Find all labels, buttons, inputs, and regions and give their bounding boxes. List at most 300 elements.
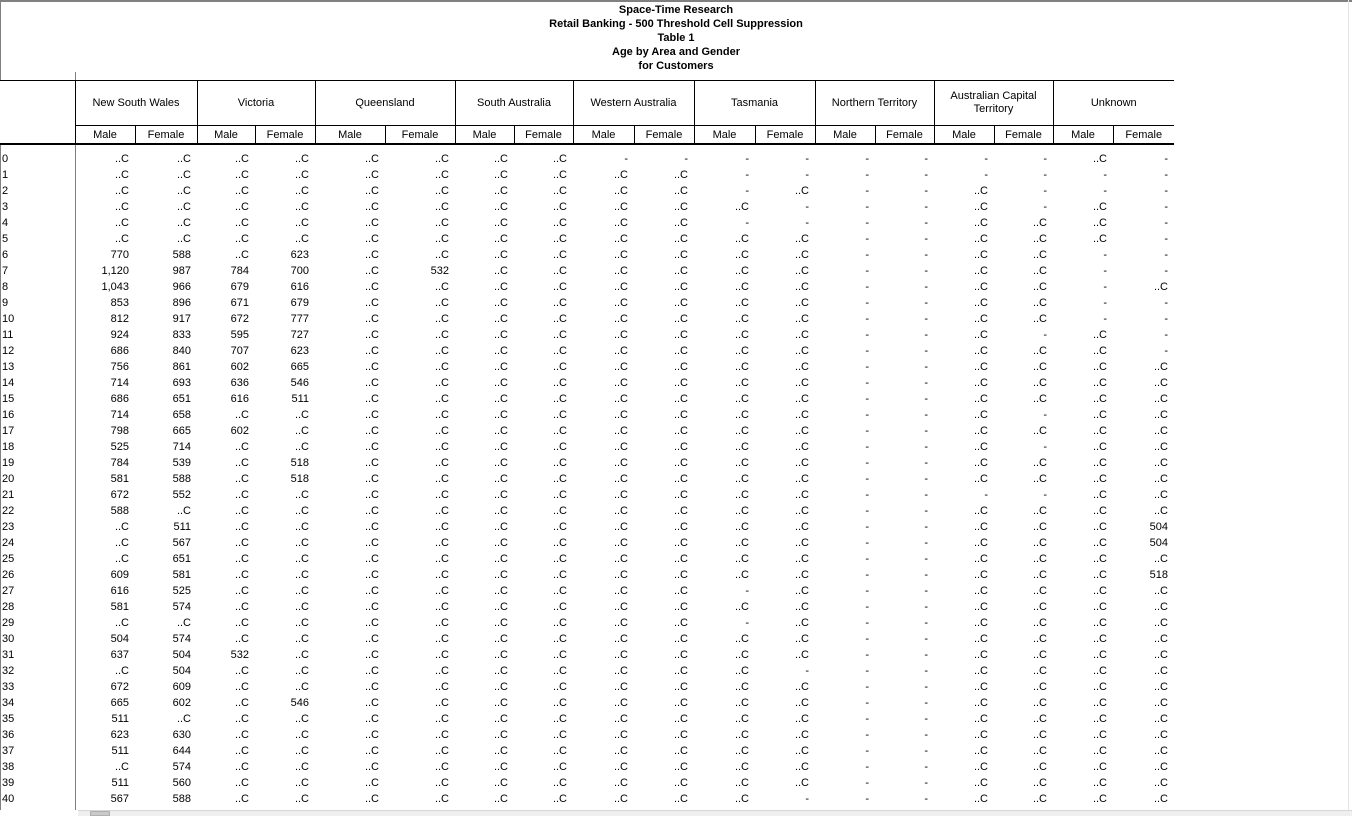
table-cell: ..C bbox=[794, 361, 809, 373]
table-cell: ..C bbox=[673, 281, 688, 293]
table-cell: ..C bbox=[1032, 569, 1047, 581]
table-row bbox=[0, 151, 1174, 167]
table-cell: ..C bbox=[234, 521, 249, 533]
table-cell: ..C bbox=[613, 457, 628, 469]
table-cell: ..C bbox=[973, 649, 988, 661]
row-label: 17 bbox=[2, 425, 15, 437]
table-cell: - bbox=[865, 377, 869, 389]
table-cell: - bbox=[1164, 217, 1168, 229]
table-cell: ..C bbox=[552, 665, 567, 677]
area-header-victoria: Victoria bbox=[197, 81, 315, 126]
table-cell: ..C bbox=[794, 601, 809, 613]
table-cell: ..C bbox=[234, 793, 249, 805]
table-row bbox=[0, 391, 1174, 407]
table-cell: ..C bbox=[1092, 697, 1107, 709]
table-cell: ..C bbox=[364, 457, 379, 469]
table-cell: 552 bbox=[172, 489, 191, 501]
table-cell: - bbox=[624, 153, 628, 165]
table-cell: - bbox=[805, 169, 809, 181]
table-cell: ..C bbox=[734, 345, 749, 357]
table-row bbox=[0, 599, 1174, 615]
table-cell: ..C bbox=[1092, 793, 1107, 805]
table-cell: ..C bbox=[973, 393, 988, 405]
table-cell: ..C bbox=[234, 185, 249, 197]
table-cell: ..C bbox=[434, 745, 449, 757]
table-cell: ..C bbox=[1153, 681, 1168, 693]
table-cell: ..C bbox=[364, 665, 379, 677]
table-cell: ..C bbox=[364, 425, 379, 437]
female-header-new-south-wales: Female bbox=[135, 126, 197, 145]
table-row bbox=[0, 487, 1174, 503]
area-header-queensland: Queensland bbox=[315, 81, 455, 126]
table-cell: - bbox=[1043, 185, 1047, 197]
male-header-western-australia: Male bbox=[573, 126, 634, 145]
row-label: 7 bbox=[2, 265, 9, 277]
table-cell: ..C bbox=[613, 601, 628, 613]
table-row bbox=[0, 647, 1174, 663]
table-cell: ..C bbox=[364, 473, 379, 485]
table-cell: ..C bbox=[493, 761, 508, 773]
table-cell: ..C bbox=[493, 553, 508, 565]
table-cell: ..C bbox=[973, 249, 988, 261]
table-cell: 581 bbox=[110, 601, 129, 613]
table-cell: ..C bbox=[794, 745, 809, 757]
table-cell: - bbox=[1043, 153, 1047, 165]
table-cell: ..C bbox=[234, 489, 249, 501]
table-cell: ..C bbox=[613, 409, 628, 421]
table-row bbox=[0, 311, 1174, 327]
table-cell: ..C bbox=[552, 233, 567, 245]
table-cell: ..C bbox=[613, 617, 628, 629]
table-cell: ..C bbox=[1092, 745, 1107, 757]
table-cell: ..C bbox=[434, 521, 449, 533]
table-cell: ..C bbox=[434, 185, 449, 197]
table-cell: ..C bbox=[673, 169, 688, 181]
table-cell: ..C bbox=[673, 617, 688, 629]
table-cell: - bbox=[1164, 329, 1168, 341]
table-cell: - bbox=[865, 585, 869, 597]
table-cell: - bbox=[924, 537, 928, 549]
table-cell: - bbox=[865, 233, 869, 245]
table-cell: - bbox=[865, 297, 869, 309]
row-label: 3 bbox=[2, 201, 9, 213]
table-cell: ..C bbox=[364, 601, 379, 613]
table-cell: ..C bbox=[613, 185, 628, 197]
row-label: 31 bbox=[2, 649, 15, 661]
table-cell: ..C bbox=[294, 585, 309, 597]
table-cell: 686 bbox=[110, 393, 129, 405]
table-cell: - bbox=[1103, 281, 1107, 293]
table-cell: - bbox=[1164, 233, 1168, 245]
table-cell: ..C bbox=[794, 505, 809, 517]
table-cell: ..C bbox=[973, 409, 988, 421]
table-cell: ..C bbox=[234, 473, 249, 485]
table-cell: ..C bbox=[1092, 649, 1107, 661]
table-cell: ..C bbox=[294, 761, 309, 773]
row-label: 40 bbox=[2, 793, 15, 805]
table-cell: ..C bbox=[1153, 457, 1168, 469]
table-row bbox=[0, 567, 1174, 583]
table-row bbox=[0, 423, 1174, 439]
table-cell: 602 bbox=[230, 425, 249, 437]
table-cell: 777 bbox=[290, 313, 309, 325]
table-cell: - bbox=[1103, 249, 1107, 261]
table-cell: ..C bbox=[734, 329, 749, 341]
table-cell: ..C bbox=[114, 217, 129, 229]
table-cell: - bbox=[924, 665, 928, 677]
table-cell: - bbox=[924, 409, 928, 421]
table-cell: ..C bbox=[552, 313, 567, 325]
row-label: 10 bbox=[2, 313, 15, 325]
row-label: 20 bbox=[2, 473, 15, 485]
table-cell: ..C bbox=[973, 665, 988, 677]
table-cell: ..C bbox=[673, 265, 688, 277]
table-cell: ..C bbox=[294, 489, 309, 501]
table-cell: ..C bbox=[673, 777, 688, 789]
table-cell: 525 bbox=[110, 441, 129, 453]
table-cell: ..C bbox=[1032, 713, 1047, 725]
table-cell: ..C bbox=[1153, 713, 1168, 725]
table-cell: ..C bbox=[1032, 249, 1047, 261]
table-cell: 700 bbox=[290, 265, 309, 277]
table-cell: ..C bbox=[294, 169, 309, 181]
table-cell: ..C bbox=[734, 377, 749, 389]
table-cell: ..C bbox=[176, 505, 191, 517]
table-cell: ..C bbox=[1032, 377, 1047, 389]
table-cell: 665 bbox=[172, 425, 191, 437]
table-cell: - bbox=[865, 761, 869, 773]
table-cell: ..C bbox=[673, 521, 688, 533]
table-cell: ..C bbox=[673, 649, 688, 661]
table-cell: ..C bbox=[493, 745, 508, 757]
table-cell: 1,120 bbox=[101, 265, 129, 277]
table-cell: ..C bbox=[1092, 377, 1107, 389]
table-cell: ..C bbox=[973, 281, 988, 293]
table-cell: - bbox=[924, 249, 928, 261]
table-cell: 567 bbox=[172, 537, 191, 549]
table-cell: ..C bbox=[434, 377, 449, 389]
table-cell: ..C bbox=[1092, 713, 1107, 725]
table-cell: ..C bbox=[294, 201, 309, 213]
table-cell: ..C bbox=[1092, 425, 1107, 437]
table-cell: ..C bbox=[364, 569, 379, 581]
report-table-title: Age by Area and Gender bbox=[612, 46, 740, 58]
table-cell: ..C bbox=[1092, 633, 1107, 645]
table-cell: - bbox=[865, 185, 869, 197]
horizontal-scrollbar[interactable] bbox=[78, 810, 1352, 816]
table-cell: 511 bbox=[291, 393, 309, 405]
table-cell: ..C bbox=[234, 201, 249, 213]
area-header-unknown: Unknown bbox=[1053, 81, 1174, 126]
table-cell: ..C bbox=[364, 201, 379, 213]
table-cell: 630 bbox=[172, 729, 191, 741]
table-cell: ..C bbox=[613, 729, 628, 741]
table-cell: ..C bbox=[673, 793, 688, 805]
table-cell: ..C bbox=[1092, 761, 1107, 773]
table-cell: ..C bbox=[234, 553, 249, 565]
table-cell: ..C bbox=[493, 153, 508, 165]
male-header-victoria: Male bbox=[197, 126, 255, 145]
table-cell: ..C bbox=[493, 489, 508, 501]
table-cell: ..C bbox=[493, 569, 508, 581]
table-cell: - bbox=[924, 633, 928, 645]
table-cell: ..C bbox=[673, 217, 688, 229]
table-cell: 853 bbox=[110, 297, 129, 309]
table-cell: ..C bbox=[1092, 217, 1107, 229]
table-cell: ..C bbox=[114, 185, 129, 197]
table-cell: ..C bbox=[552, 569, 567, 581]
table-cell: - bbox=[865, 313, 869, 325]
table-row bbox=[0, 295, 1174, 311]
table-cell: ..C bbox=[1153, 393, 1168, 405]
table-cell: ..C bbox=[1092, 505, 1107, 517]
table-cell: - bbox=[865, 793, 869, 805]
table-cell: ..C bbox=[234, 233, 249, 245]
table-cell: ..C bbox=[973, 425, 988, 437]
table-cell: ..C bbox=[673, 425, 688, 437]
table-cell: ..C bbox=[552, 249, 567, 261]
table-cell: 651 bbox=[172, 393, 191, 405]
table-cell: ..C bbox=[364, 153, 379, 165]
table-cell: 707 bbox=[230, 345, 249, 357]
table-cell: ..C bbox=[1032, 345, 1047, 357]
table-cell: ..C bbox=[1092, 457, 1107, 469]
table-cell: ..C bbox=[613, 425, 628, 437]
table-cell: 623 bbox=[290, 345, 309, 357]
table-cell: ..C bbox=[552, 457, 567, 469]
table-cell: - bbox=[805, 201, 809, 213]
table-cell: ..C bbox=[1092, 409, 1107, 421]
table-cell: - bbox=[865, 425, 869, 437]
table-cell: ..C bbox=[493, 793, 508, 805]
table-cell: ..C bbox=[973, 537, 988, 549]
table-cell: ..C bbox=[613, 649, 628, 661]
table-cell: 636 bbox=[230, 377, 249, 389]
table-cell: 609 bbox=[110, 569, 129, 581]
table-cell: ..C bbox=[613, 777, 628, 789]
table-cell: ..C bbox=[294, 233, 309, 245]
table-cell: ..C bbox=[1032, 537, 1047, 549]
table-row bbox=[0, 247, 1174, 263]
table-cell: ..C bbox=[364, 729, 379, 741]
table-cell: ..C bbox=[493, 585, 508, 597]
window-right-border bbox=[1348, 0, 1349, 810]
row-label: 32 bbox=[2, 665, 15, 677]
table-cell: - bbox=[805, 793, 809, 805]
table-cell: ..C bbox=[1092, 489, 1107, 501]
table-cell: ..C bbox=[794, 313, 809, 325]
table-cell: ..C bbox=[176, 617, 191, 629]
table-cell: ..C bbox=[1153, 665, 1168, 677]
table-cell: ..C bbox=[434, 153, 449, 165]
table-cell: ..C bbox=[364, 297, 379, 309]
table-cell: ..C bbox=[1092, 473, 1107, 485]
table-cell: ..C bbox=[673, 681, 688, 693]
table-cell: ..C bbox=[434, 409, 449, 421]
female-header-queensland: Female bbox=[385, 126, 455, 145]
table-cell: 714 bbox=[172, 441, 191, 453]
table-cell: - bbox=[865, 457, 869, 469]
table-cell: ..C bbox=[794, 681, 809, 693]
table-cell: ..C bbox=[734, 649, 749, 661]
table-cell: ..C bbox=[493, 297, 508, 309]
row-label: 21 bbox=[2, 489, 15, 501]
table-cell: ..C bbox=[794, 345, 809, 357]
table-cell: - bbox=[924, 345, 928, 357]
table-cell: ..C bbox=[1092, 729, 1107, 741]
table-cell: ..C bbox=[493, 361, 508, 373]
table-cell: ..C bbox=[364, 185, 379, 197]
table-cell: ..C bbox=[1153, 745, 1168, 757]
window-top-border bbox=[0, 0, 1352, 2]
table-cell: ..C bbox=[552, 377, 567, 389]
table-cell: ..C bbox=[1153, 505, 1168, 517]
table-cell: ..C bbox=[613, 217, 628, 229]
table-cell: ..C bbox=[794, 729, 809, 741]
table-cell: ..C bbox=[673, 601, 688, 613]
table-cell: ..C bbox=[734, 633, 749, 645]
table-cell: - bbox=[865, 521, 869, 533]
table-cell: ..C bbox=[176, 217, 191, 229]
table-cell: ..C bbox=[673, 505, 688, 517]
table-cell: ..C bbox=[493, 457, 508, 469]
table-cell: ..C bbox=[434, 649, 449, 661]
table-cell: ..C bbox=[234, 249, 249, 261]
row-label: 28 bbox=[2, 601, 15, 613]
table-cell: ..C bbox=[1092, 569, 1107, 581]
table-row bbox=[0, 743, 1174, 759]
table-cell: ..C bbox=[1032, 265, 1047, 277]
table-cell: ..C bbox=[613, 761, 628, 773]
horizontal-scrollbar-thumb[interactable] bbox=[90, 811, 110, 816]
table-cell: ..C bbox=[364, 265, 379, 277]
table-cell: ..C bbox=[613, 697, 628, 709]
table-cell: 672 bbox=[110, 489, 129, 501]
table-cell: ..C bbox=[673, 585, 688, 597]
table-cell: ..C bbox=[493, 521, 508, 533]
table-cell: ..C bbox=[973, 345, 988, 357]
table-row bbox=[0, 215, 1174, 231]
table-cell: 623 bbox=[290, 249, 309, 261]
table-cell: - bbox=[1164, 153, 1168, 165]
table-cell: ..C bbox=[1092, 329, 1107, 341]
table-cell: ..C bbox=[493, 713, 508, 725]
table-cell: ..C bbox=[1153, 489, 1168, 501]
table-cell: ..C bbox=[114, 201, 129, 213]
table-cell: ..C bbox=[734, 553, 749, 565]
table-cell: ..C bbox=[673, 297, 688, 309]
table-cell: ..C bbox=[794, 585, 809, 597]
table-cell: ..C bbox=[552, 649, 567, 661]
table-cell: ..C bbox=[493, 249, 508, 261]
table-cell: - bbox=[924, 329, 928, 341]
table-cell: ..C bbox=[434, 585, 449, 597]
row-label: 8 bbox=[2, 281, 9, 293]
table-cell: - bbox=[1043, 441, 1047, 453]
table-cell: ..C bbox=[493, 217, 508, 229]
table-cell: ..C bbox=[294, 217, 309, 229]
table-cell: ..C bbox=[794, 649, 809, 661]
table-cell: ..C bbox=[794, 697, 809, 709]
table-cell: 798 bbox=[110, 425, 129, 437]
table-cell: ..C bbox=[493, 185, 508, 197]
table-cell: - bbox=[1043, 409, 1047, 421]
table-cell: ..C bbox=[734, 281, 749, 293]
table-cell: ..C bbox=[734, 441, 749, 453]
table-cell: ..C bbox=[114, 665, 129, 677]
table-cell: ..C bbox=[734, 697, 749, 709]
table-cell: ..C bbox=[1153, 585, 1168, 597]
table-cell: 588 bbox=[172, 793, 191, 805]
table-row bbox=[0, 279, 1174, 295]
table-cell: ..C bbox=[794, 489, 809, 501]
area-header-new-south-wales: New South Wales bbox=[75, 81, 197, 126]
table-cell: ..C bbox=[613, 361, 628, 373]
table-cell: - bbox=[745, 153, 749, 165]
table-cell: ..C bbox=[434, 713, 449, 725]
table-cell: ..C bbox=[1032, 601, 1047, 613]
table-cell: ..C bbox=[794, 329, 809, 341]
table-cell: ..C bbox=[234, 505, 249, 517]
table-cell: ..C bbox=[1032, 649, 1047, 661]
table-cell: - bbox=[924, 489, 928, 501]
table-cell: - bbox=[924, 169, 928, 181]
table-cell: ..C bbox=[176, 233, 191, 245]
table-cell: 560 bbox=[172, 777, 191, 789]
table-cell: - bbox=[865, 281, 869, 293]
row-label: 30 bbox=[2, 633, 15, 645]
table-cell: ..C bbox=[1092, 521, 1107, 533]
table-cell: - bbox=[924, 265, 928, 277]
table-cell: ..C bbox=[973, 441, 988, 453]
table-cell: ..C bbox=[234, 569, 249, 581]
table-cell: - bbox=[1164, 249, 1168, 261]
table-cell: ..C bbox=[364, 617, 379, 629]
table-cell: ..C bbox=[673, 233, 688, 245]
table-cell: ..C bbox=[294, 409, 309, 421]
table-cell: ..C bbox=[294, 185, 309, 197]
table-cell: - bbox=[865, 361, 869, 373]
table-cell: ..C bbox=[734, 265, 749, 277]
table-cell: ..C bbox=[1032, 297, 1047, 309]
table-cell: ..C bbox=[973, 217, 988, 229]
table-cell: ..C bbox=[294, 633, 309, 645]
table-cell: - bbox=[1164, 265, 1168, 277]
table-cell: ..C bbox=[1153, 553, 1168, 565]
table-cell: 574 bbox=[172, 761, 191, 773]
table-cell: ..C bbox=[364, 281, 379, 293]
row-label: 22 bbox=[2, 505, 15, 517]
table-cell: ..C bbox=[493, 233, 508, 245]
table-cell: 546 bbox=[290, 377, 309, 389]
table-cell: ..C bbox=[493, 281, 508, 293]
table-cell: ..C bbox=[552, 265, 567, 277]
table-cell: ..C bbox=[176, 153, 191, 165]
table-cell: ..C bbox=[613, 681, 628, 693]
table-cell: ..C bbox=[734, 745, 749, 757]
table-cell: 595 bbox=[230, 329, 249, 341]
corner-cell bbox=[0, 126, 75, 145]
table-cell: ..C bbox=[493, 345, 508, 357]
table-cell: ..C bbox=[673, 569, 688, 581]
table-cell: ..C bbox=[1153, 649, 1168, 661]
table-cell: ..C bbox=[434, 601, 449, 613]
table-cell: ..C bbox=[734, 505, 749, 517]
table-cell: 833 bbox=[172, 329, 191, 341]
table-cell: ..C bbox=[364, 249, 379, 261]
table-row bbox=[0, 551, 1174, 567]
table-cell: - bbox=[1164, 185, 1168, 197]
